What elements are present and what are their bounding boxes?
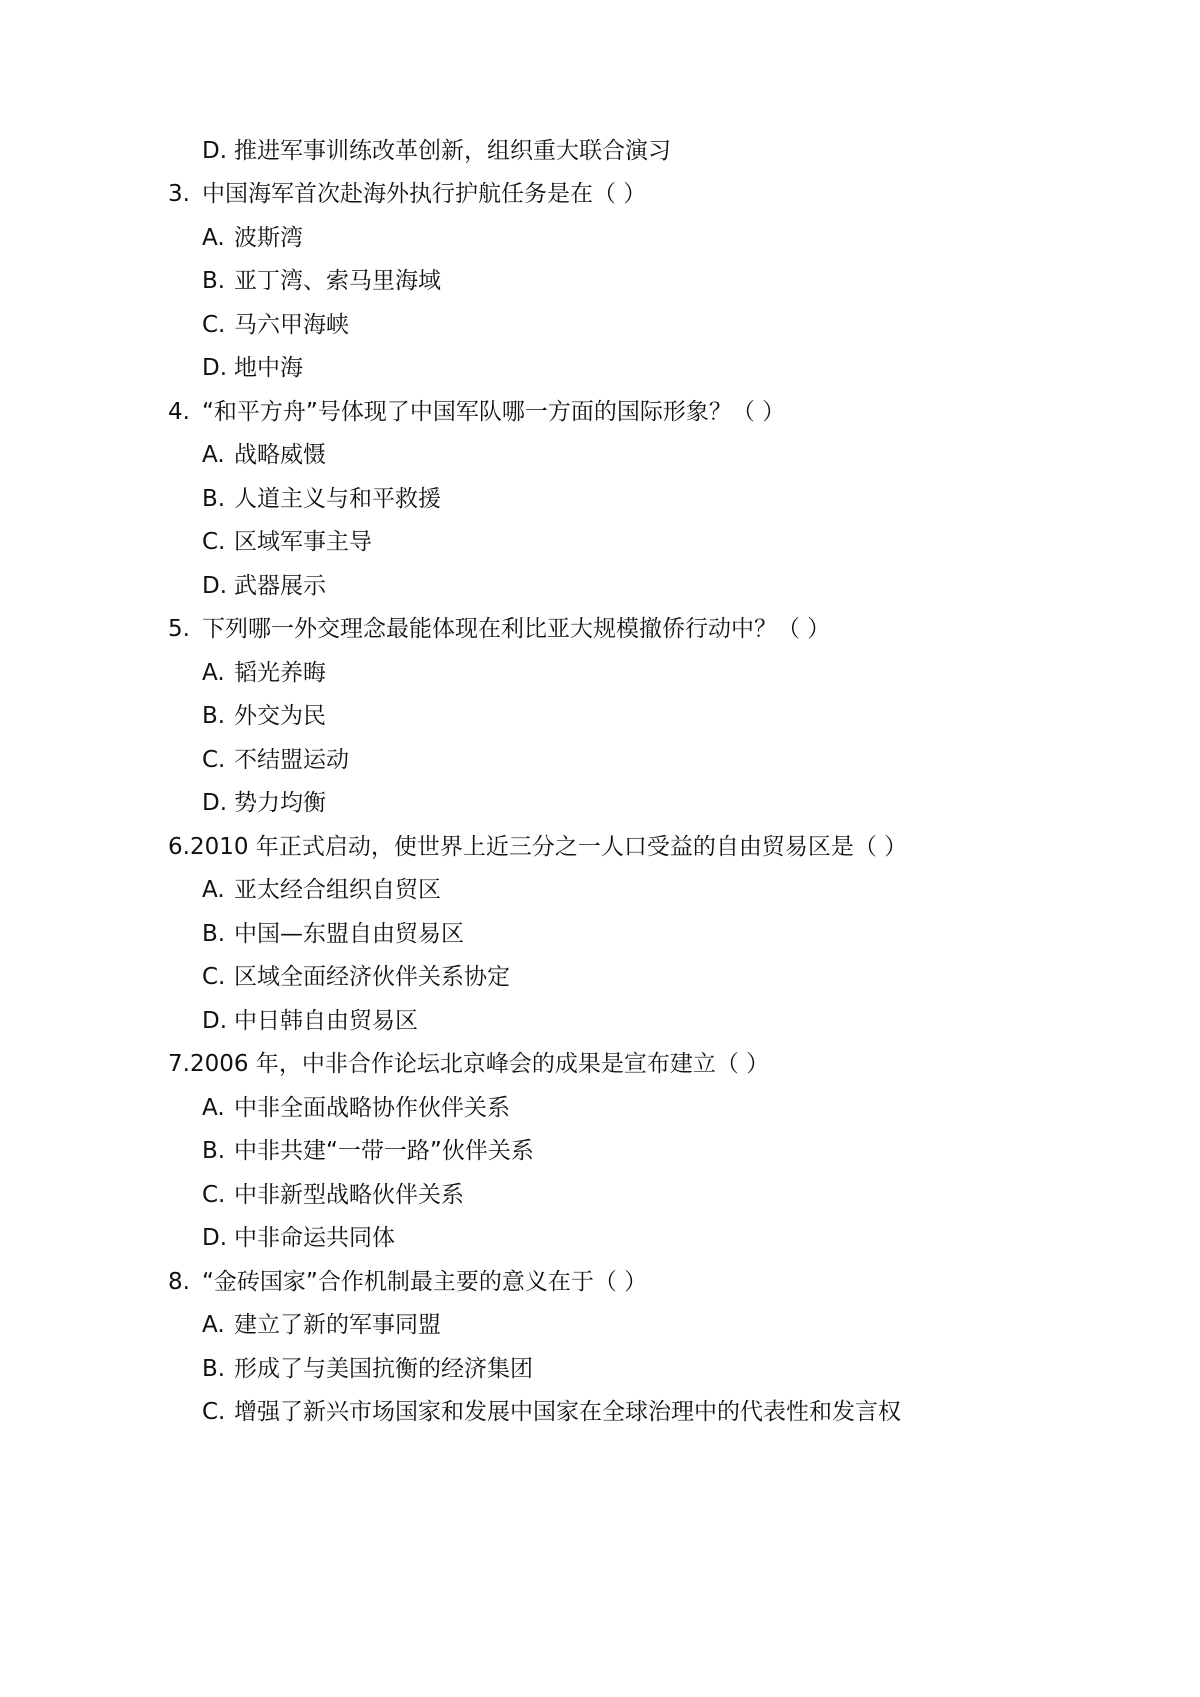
option-text: 不结盟运动 <box>234 747 349 773</box>
option-letter: B. <box>202 703 226 729</box>
option-letter: D. <box>202 790 228 816</box>
option-letter: B. <box>202 268 226 294</box>
question-text: 2006 年，中非合作论坛北京峰会的成果是宣布建立（ ） <box>190 1051 770 1077</box>
option-letter: C. <box>202 964 226 990</box>
question-text: 2010 年正式启动，使世界上近三分之一人口受益的自由贸易区是（ ） <box>190 834 908 860</box>
option-text: 亚太经合组织自贸区 <box>234 877 441 903</box>
question-number: 5. <box>168 616 190 642</box>
option-letter: D. <box>202 355 228 381</box>
option-text: 马六甲海峡 <box>234 312 349 338</box>
question-number: 4. <box>168 399 190 425</box>
option-text: 形成了与美国抗衡的经济集团 <box>234 1356 533 1382</box>
option-letter: D. <box>202 138 228 164</box>
option-text: 韬光养晦 <box>234 660 326 686</box>
question-text: 中国海军首次赴海外执行护航任务是在（ ） <box>202 181 647 207</box>
option-letter: C. <box>202 747 226 773</box>
option-text: 外交为民 <box>234 703 326 729</box>
question-text: 下列哪一外交理念最能体现在利比亚大规模撤侨行动中？（ ） <box>202 616 831 642</box>
option-text: 中国—东盟自由贸易区 <box>234 921 464 947</box>
option-text: 区域全面经济伙伴关系协定 <box>234 964 510 990</box>
option-text: 中非新型战略伙伴关系 <box>234 1182 464 1208</box>
option-text: 区域军事主导 <box>234 529 372 555</box>
option-letter: A. <box>202 1312 225 1338</box>
option-letter: B. <box>202 486 226 512</box>
option-text: 中日韩自由贸易区 <box>234 1008 418 1034</box>
option-letter: B. <box>202 921 226 947</box>
option-text: 中非共建“一带一路”伙伴关系 <box>234 1138 534 1164</box>
option-letter: C. <box>202 312 226 338</box>
option-letter: D. <box>202 573 228 599</box>
option-letter: A. <box>202 660 225 686</box>
question-number: 3. <box>168 181 190 207</box>
question-text: “和平方舟”号体现了中国军队哪一方面的国际形象？（ ） <box>202 399 786 425</box>
option-letter: A. <box>202 225 225 251</box>
option-text: 势力均衡 <box>234 790 326 816</box>
option-letter: D. <box>202 1008 228 1034</box>
question-text: “金砖国家”合作机制最主要的意义在于（ ） <box>202 1269 648 1295</box>
option-letter: C. <box>202 1399 226 1425</box>
option-text: 亚丁湾、索马里海域 <box>234 268 441 294</box>
option-text: 推进军事训练改革创新，组织重大联合演习 <box>234 138 671 164</box>
question-number: 8. <box>168 1269 190 1295</box>
option-letter: D. <box>202 1225 228 1251</box>
option-letter: C. <box>202 529 226 555</box>
question-number: 7. <box>168 1051 190 1077</box>
option-text: 建立了新的军事同盟 <box>234 1312 441 1338</box>
option-letter: A. <box>202 1095 225 1121</box>
option-text: 武器展示 <box>234 573 326 599</box>
option-text: 地中海 <box>234 355 303 381</box>
option-text: 战略威慑 <box>234 442 326 468</box>
option-letter: B. <box>202 1356 226 1382</box>
option-letter: B. <box>202 1138 226 1164</box>
option-text: 波斯湾 <box>234 225 303 251</box>
option-letter: A. <box>202 442 225 468</box>
option-text: 中非全面战略协作伙伴关系 <box>234 1095 510 1121</box>
option-text: 人道主义与和平救援 <box>234 486 441 512</box>
question-number: 6. <box>168 834 190 860</box>
option-text: 增强了新兴市场国家和发展中国家在全球治理中的代表性和发言权 <box>234 1399 901 1425</box>
option-letter: C. <box>202 1182 226 1208</box>
option-letter: A. <box>202 877 225 903</box>
option-text: 中非命运共同体 <box>234 1225 395 1251</box>
